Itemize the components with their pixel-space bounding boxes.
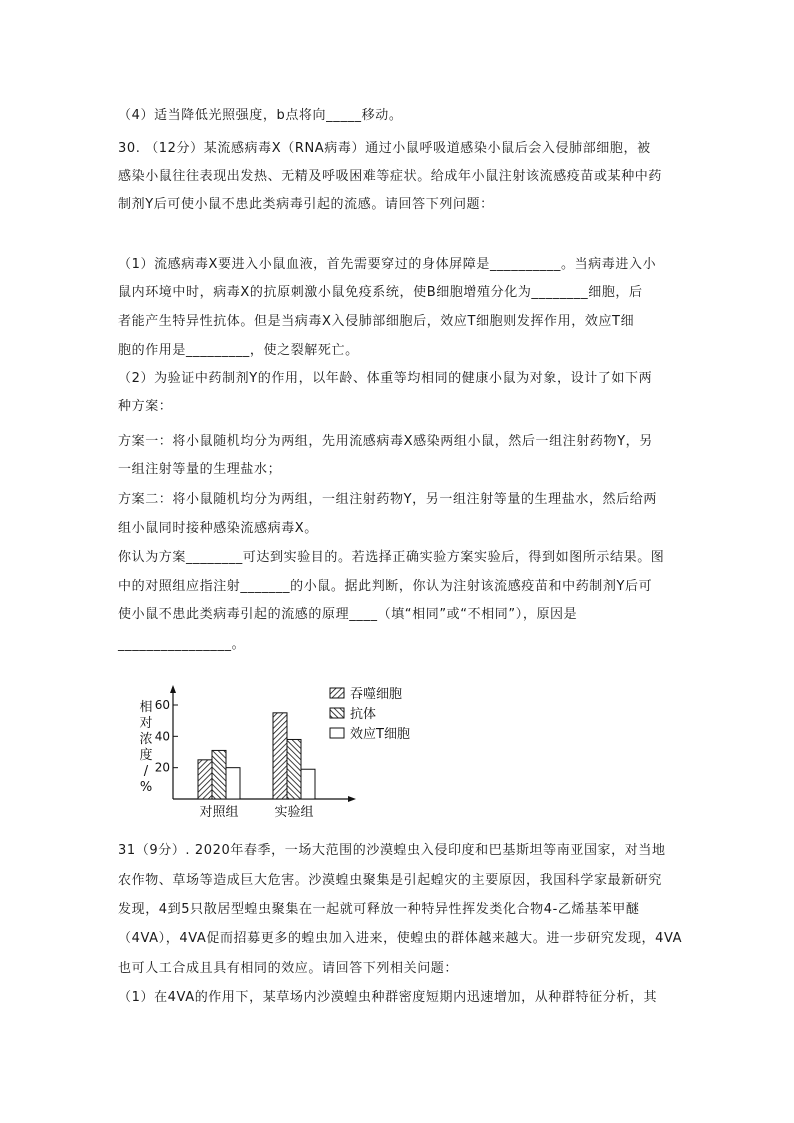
q30-part2-line-8: 中的对照组应指注射_______的小鼠。据此判断，你认为注射该流感疫苗和中药制剂Y后可 xyxy=(118,579,653,594)
q31-line-1: 31（9分）. 2020年春季，一场大范围的沙漠蝗虫入侵印度和巴基斯坦等南亚国家，对当地 xyxy=(118,843,666,858)
q30-part2-line-5: 方案二：将小鼠随机均分为两组，一组注射药物Y，另一组注射等量的生理盐水，然后给两 xyxy=(118,492,657,507)
y-tick-label-1: 40 xyxy=(154,729,170,744)
bar-1-1 xyxy=(287,739,301,799)
legend-label-2: 效应T细胞 xyxy=(350,727,410,742)
q30-part2-line-10: ________________。 xyxy=(118,637,246,652)
y-tick-label-0: 20 xyxy=(154,760,170,775)
q30-part2-line-7: 你认为方案________可达到实验目的。若选择正确实验方案实验后，得到如图所示结果。图 xyxy=(118,550,665,565)
q30-intro-line-3: 制剂Y后可使小鼠不患此类病毒引起的流感。请回答下列问题： xyxy=(118,197,494,212)
q30-part1-line-1: （1）流感病毒X要进入小鼠血液，首先需要穿过的身体屏障是__________。当病毒进入小 xyxy=(118,257,657,272)
bar-0-2 xyxy=(226,768,240,799)
legend-label-1: 抗体 xyxy=(350,707,377,722)
q31-line-4: （4VA），4VA促而招募更多的蝗虫加入进来，使蝗虫的群体越来越大。进一步研究发现，4VA xyxy=(118,931,683,946)
q30-part2-line-6: 组小鼠同时接种感染流感病毒X。 xyxy=(118,521,318,536)
legend-swatch-1 xyxy=(330,708,344,718)
bar-1-2 xyxy=(301,769,315,799)
q30-part1-line-3: 者能产生特异性抗体。但是当病毒X入侵肺部细胞后，效应T细胞则发挥作用，效应T细 xyxy=(118,314,635,329)
q30-part2-line-9: 使小鼠不患此类病毒引起的流感的原理____（填“相同”或“不相同”），原因是 xyxy=(118,607,578,622)
bar-0-1 xyxy=(212,750,226,799)
x-category-label-0: 对照组 xyxy=(199,805,239,820)
bar-chart xyxy=(118,685,438,825)
q31-line-6: （1）在4VA的作用下，某草场内沙漠蝗虫种群密度短期内迅速增加，从种群特征分析，其 xyxy=(118,990,658,1005)
q30-part2-line-3: 方案一：将小鼠随机均分为两组，先用流感病毒X感染两组小鼠，然后一组注射药物Y，另 xyxy=(118,434,653,449)
q30-part2-line-1: （2）为验证中药制剂Y的作用，以年龄、体重等均相同的健康小鼠为对象，设计了如下两 xyxy=(118,371,653,386)
bar-1-0 xyxy=(273,713,287,799)
q30-part1-line-2: 鼠内环境中时，病毒X的抗原刺激小鼠免疫系统，使B细胞增殖分化为________细胞，后 xyxy=(118,285,643,300)
bar-0-0 xyxy=(198,760,212,799)
legend-swatch-0 xyxy=(330,688,344,698)
q31-line-5: 也可人工合成且具有相同的效应。请回答下列相关问题： xyxy=(118,961,459,976)
q30-intro-line-2: 感染小鼠往往表现出发热、无精及呼吸困难等症状。给成年小鼠注射该流感疫苗或某种中药 xyxy=(118,169,663,184)
q31-line-2: 农作物、草场等造成巨大危害。沙漠蝗虫聚集是引起蝗灾的主要原因，我国科学家最新研究 xyxy=(118,873,663,888)
y-axis-label: 相对浓度/ % xyxy=(139,700,153,795)
q29-part4-line: （4）适当降低光照强度，b点将向_____移动。 xyxy=(118,108,403,123)
legend-swatch-2 xyxy=(330,728,344,738)
y-tick-label-2: 60 xyxy=(154,698,170,712)
x-axis-arrow xyxy=(348,796,356,802)
x-category-label-1: 实验组 xyxy=(274,805,314,820)
y-axis-arrow xyxy=(170,685,176,693)
q31-line-3: 发现，4到5只散居型蝗虫聚集在一起就可释放一种特异性挥发类化合物4-乙烯基苯甲醚 xyxy=(118,902,640,917)
q30-part2-line-4: 一组注射等量的生理盐水； xyxy=(118,462,282,477)
q30-intro-line-1: 30. （12分）某流感病毒X（RNA病毒）通过小鼠呼吸道感染小鼠后会入侵肺部细胞，被 xyxy=(118,141,651,156)
legend-label-0: 吞噬细胞 xyxy=(350,687,403,702)
q30-part1-line-4: 胞的作用是_________，使之裂解死亡。 xyxy=(118,343,359,358)
q30-part2-line-2: 种方案： xyxy=(118,399,173,414)
